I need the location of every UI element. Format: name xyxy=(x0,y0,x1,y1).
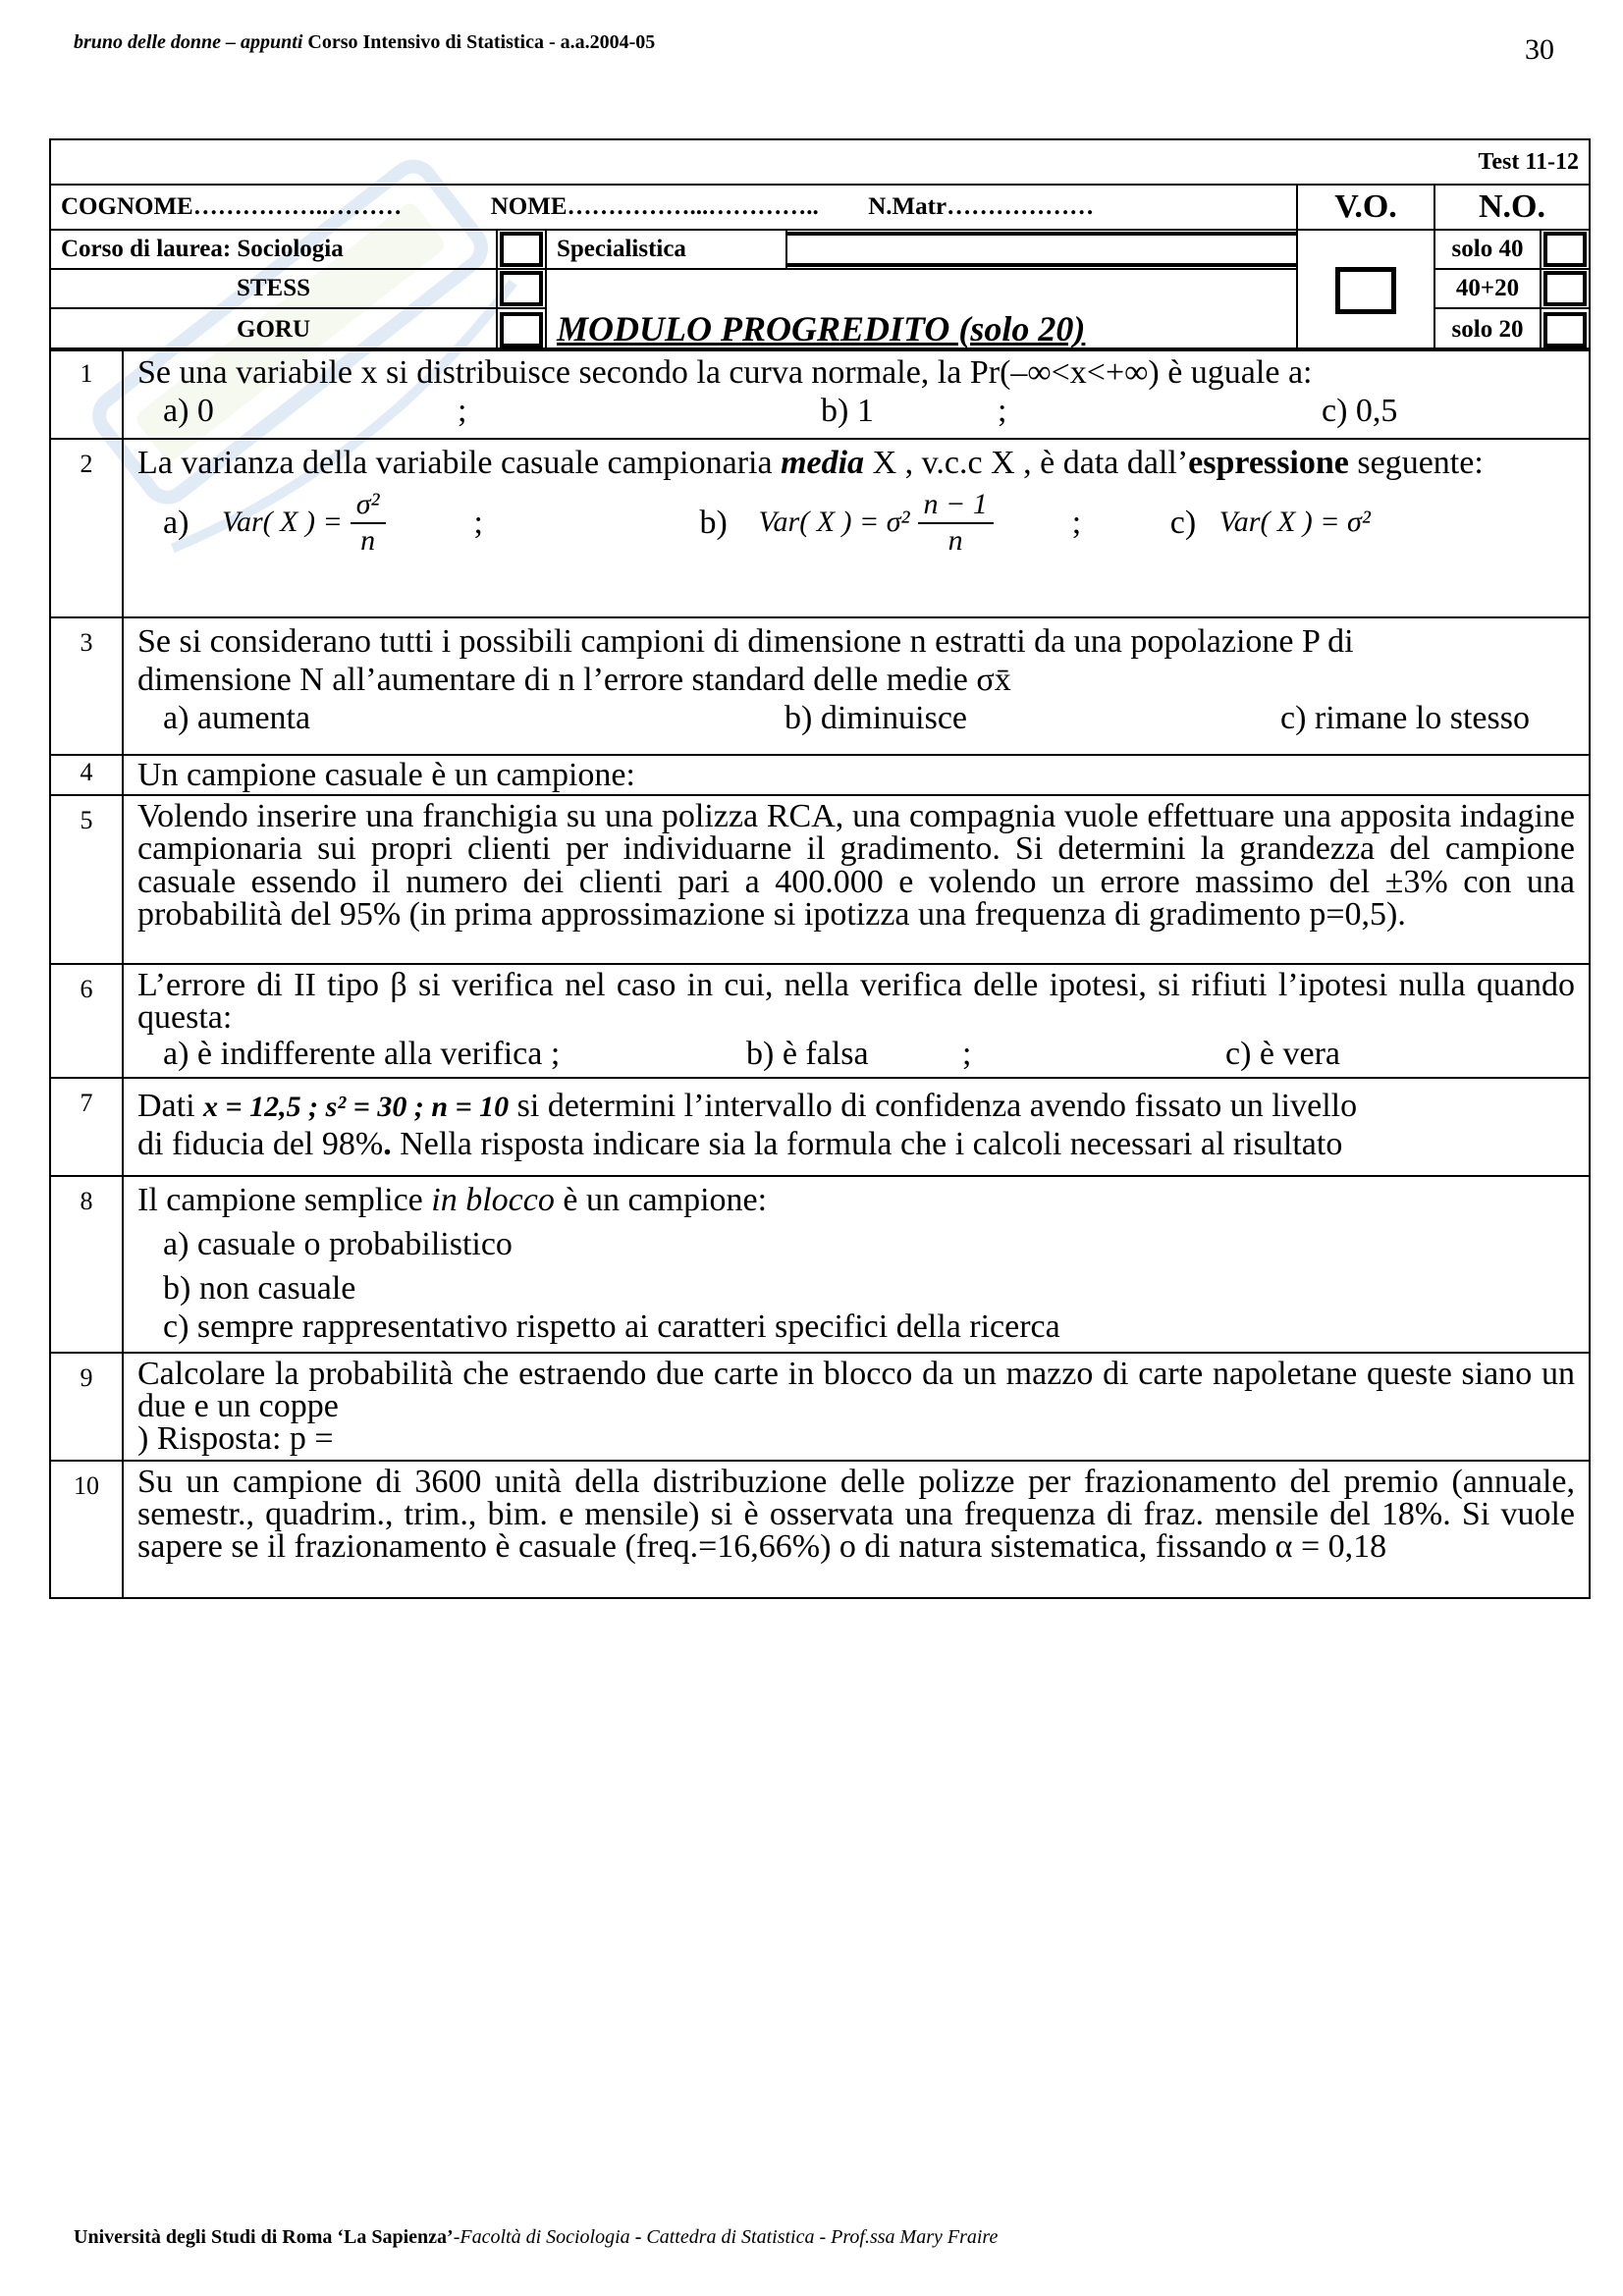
matricola-field[interactable]: N.Matr……………… xyxy=(868,193,1095,220)
option-separator: ; xyxy=(458,393,467,430)
option-b[interactable]: b) è falsa xyxy=(746,1035,869,1072)
question-number: 3 xyxy=(50,617,123,755)
question-text-line-1 xyxy=(137,1087,1575,1125)
text-part: seguente: xyxy=(1357,445,1484,481)
option-c-formula: Var( X ) = σ² xyxy=(1218,506,1371,539)
footer-professor: Prof.ssa Mary Fraire xyxy=(831,2226,999,2248)
given-values-formula: x = 12,5 ; s² = 30 ; n = 10 xyxy=(203,1090,510,1123)
question-row-9 xyxy=(50,1353,1590,1461)
text-part: è un campione: xyxy=(563,1181,768,1218)
question-number: 2 xyxy=(50,439,123,617)
header-year: a.a.2004-05 xyxy=(560,31,656,53)
question-row-8 xyxy=(50,1176,1590,1353)
question-number: 5 xyxy=(50,795,123,964)
test-label: Test 11-12 xyxy=(50,139,1590,185)
question-text-line-1: Se si considerano tutti i possibili campioni di dimensione n estratti da una popolazione P di xyxy=(137,623,1354,660)
question-row-4 xyxy=(50,755,1590,795)
option-a[interactable]: a) 0 xyxy=(163,393,214,430)
name-fields-row xyxy=(50,185,1297,230)
modulo-title: MODULO PROGREDITO (solo 20) xyxy=(557,309,1086,348)
question-text: Calcolare la probabilità che estraendo due carte in blocco da un mazzo di carte napoletane queste siano un due e un coppe xyxy=(137,1355,1575,1425)
question-row-1 xyxy=(50,348,1590,439)
question-row-2 xyxy=(50,439,1590,617)
question-row-3 xyxy=(50,617,1590,755)
option-b[interactable]: b) 1 xyxy=(821,393,874,430)
text-part: Dati xyxy=(137,1087,195,1124)
vo-checkbox[interactable] xyxy=(1335,267,1396,314)
fraction-numerator: n − 1 xyxy=(918,488,994,524)
question-number: 1 xyxy=(50,348,123,439)
text-part: La varianza della variabile casuale campionaria xyxy=(137,445,773,481)
question-row-7 xyxy=(50,1078,1590,1176)
header-author: bruno delle donne – appunti xyxy=(74,31,303,53)
text-part: Il campione semplice xyxy=(137,1181,423,1218)
question-text-line-2: dimensione N all’aumentare di n l’errore standard delle medie σx̄ xyxy=(137,662,1011,699)
option-a[interactable]: a) aumenta xyxy=(163,700,311,737)
student-form xyxy=(49,138,1591,351)
option-b[interactable]: b) non casuale xyxy=(163,1270,356,1307)
footer-university: Università degli Studi di Roma ‘La Sapienza’ xyxy=(74,2226,454,2248)
no-label: N.O. xyxy=(1434,185,1590,230)
question-text-line-2: di fiducia del 98%. Nella risposta indicare sia la formula che i calcoli necessari al risultato xyxy=(137,1125,1343,1162)
specialistica-field[interactable] xyxy=(786,232,1297,267)
questions-table xyxy=(49,347,1591,1599)
answer-options xyxy=(137,1035,1575,1073)
option-c[interactable]: c) sempre rappresentativo rispetto ai caratteri specifici della ricerca xyxy=(163,1308,1060,1346)
plus-checkbox[interactable] xyxy=(1543,271,1587,306)
question-text xyxy=(137,444,1575,482)
option-separator: ; xyxy=(962,1035,972,1072)
running-header xyxy=(74,31,655,54)
question-row-5 xyxy=(50,795,1590,964)
footer-separator: - xyxy=(634,2226,642,2248)
header-course: Corso Intensivo di Statistica xyxy=(307,31,544,53)
footer-faculty: -Facoltà di Sociologia xyxy=(453,2226,630,2248)
in-blocco-term: in blocco xyxy=(431,1181,555,1218)
espressione-term: espressione xyxy=(1188,445,1349,481)
solo20-checkbox[interactable] xyxy=(1543,312,1587,347)
question-text: Se una variabile x si distribuisce secondo la curva normale, la Pr(–∞<x<+∞) è uguale a: xyxy=(137,354,1313,391)
option-b[interactable]: b) diminuisce xyxy=(784,700,968,737)
option-b-label[interactable]: b) xyxy=(699,505,728,542)
fraction-denominator: n xyxy=(360,523,376,557)
goru-checkbox[interactable] xyxy=(500,312,543,347)
option-separator: ; xyxy=(1071,505,1082,542)
option-a[interactable]: a) è indifferente alla verifica ; xyxy=(163,1035,561,1072)
solo20-label: solo 20 xyxy=(1434,308,1541,350)
plus-label: 40+20 xyxy=(1434,269,1541,308)
stess-checkbox[interactable] xyxy=(500,271,543,306)
text-part: di fiducia del 98% xyxy=(137,1125,384,1162)
solo40-label: solo 40 xyxy=(1434,230,1541,269)
solo40-checkbox[interactable] xyxy=(1543,232,1587,267)
media-term: media xyxy=(781,445,865,481)
stess-label: STESS xyxy=(50,269,497,308)
sociologia-checkbox[interactable] xyxy=(500,232,543,267)
corso-label: Corso di laurea: Sociologia xyxy=(50,230,497,269)
question-number: 9 xyxy=(50,1353,123,1461)
option-c[interactable]: c) rimane lo stesso xyxy=(1280,700,1530,737)
vo-label: V.O. xyxy=(1297,185,1434,230)
specialistica-label: Specialistica xyxy=(546,230,786,269)
page-number: 30 xyxy=(1525,33,1554,66)
question-text: L’errore di II tipo β si verifica nel caso in cui, nella verifica delle ipotesi, si rifiuti l’ipotesi nulla quando questa: xyxy=(137,967,1575,1037)
option-a-formula: Var( X ) = xyxy=(222,506,343,539)
question-text: Un campione casuale è un campione: xyxy=(123,755,1590,795)
fraction-b xyxy=(918,488,994,558)
nome-field[interactable]: NOME……………...………….. xyxy=(490,193,819,220)
question-number: 10 xyxy=(50,1461,123,1598)
option-b-formula: Var( X ) = σ² xyxy=(758,506,910,539)
goru-label: GORU xyxy=(50,308,497,350)
question-number: 6 xyxy=(50,964,123,1078)
header-separator: - xyxy=(548,31,556,53)
footer-chair: Cattedra di Statistica xyxy=(646,2226,815,2248)
answer-options xyxy=(137,699,1575,737)
option-c[interactable]: c) è vera xyxy=(1225,1035,1341,1072)
fraction-numerator: σ² xyxy=(351,488,386,524)
question-row-10 xyxy=(50,1461,1590,1598)
cognome-field[interactable]: COGNOME……………..……… xyxy=(61,193,403,220)
option-a-label[interactable]: a) xyxy=(163,505,189,542)
text-part: si determini l’intervallo di confidenza avendo fissato un livello xyxy=(516,1087,1358,1124)
option-separator: ; xyxy=(998,393,1007,430)
footer-separator: - xyxy=(819,2226,827,2248)
option-a[interactable]: a) casuale o probabilistico xyxy=(163,1225,513,1262)
answer-options xyxy=(137,488,1575,558)
question-row-6 xyxy=(50,964,1590,1078)
answer-field[interactable]: ) Risposta: p = xyxy=(137,1420,334,1458)
question-text xyxy=(137,1181,1575,1219)
text-part: X , v.c.c X , è data dall’ xyxy=(872,445,1189,481)
question-number: 4 xyxy=(50,755,123,795)
page-footer xyxy=(74,2226,998,2249)
option-c[interactable]: c) 0,5 xyxy=(1322,393,1398,430)
question-number: 7 xyxy=(50,1078,123,1176)
question-number: 8 xyxy=(50,1176,123,1353)
question-text: Su un campione di 3600 unità della distribuzione delle polizze per frazionamento del premio (annuale, semestr., quadrim., trim., bim. e mensile) si è osservata una frequenza di fraz. mensile del 18%. Si vuole sapere se il frazionamento è casuale (freq.=16,66%) o di natura sistematica, fissando α = 0,18 xyxy=(123,1461,1590,1598)
question-text: Volendo inserire una franchigia su una polizza RCA, una compagnia vuole effettuare una apposita indagine campionaria sui propri clienti per individuarne il gradimento. Si determini la grandezza del campione casuale essendo il numero dei clienti pari a 400.000 e volendo un errore massimo del ±3% con una probabilità del 95% (in prima approssimazione si ipotizza una frequenza di gradimento p=0,5). xyxy=(123,795,1590,964)
fraction-denominator: n xyxy=(947,523,963,557)
option-c-label[interactable]: c) xyxy=(1169,505,1197,542)
option-separator: ; xyxy=(473,505,483,542)
answer-options xyxy=(137,392,1575,430)
text-part: Nella risposta indicare sia la formula che i calcoli necessari al risultato xyxy=(400,1125,1343,1162)
fraction-a xyxy=(351,488,386,558)
